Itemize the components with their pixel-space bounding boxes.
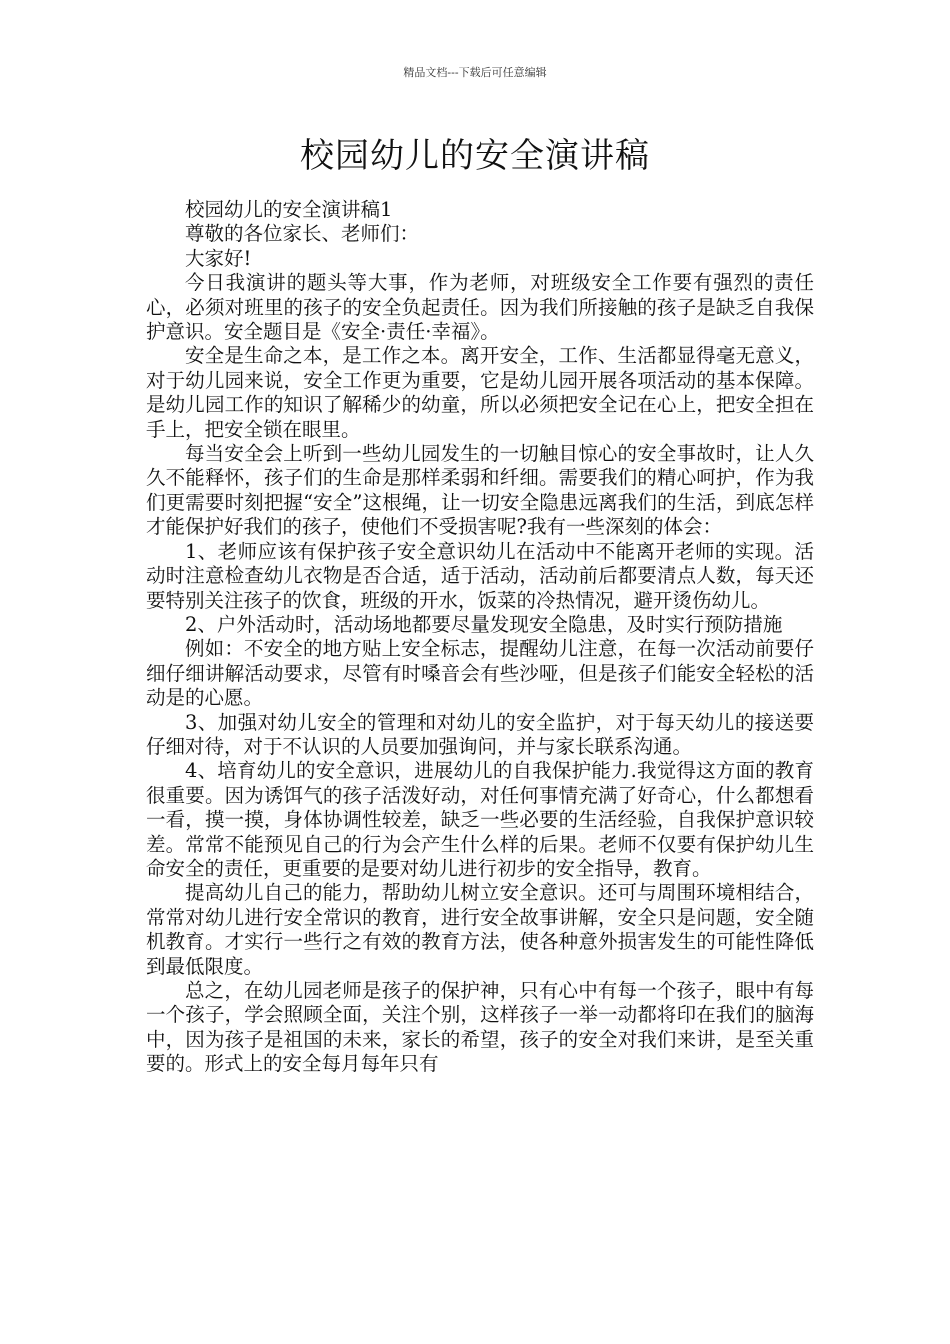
- paragraph: 2、户外活动时，活动场地都要尽量发现安全隐患，及时实行预防措施: [185, 612, 783, 636]
- paragraph: 例如：不安全的地方贴上安全标志，提醒幼儿注意，在每一次活动前要仔细仔细讲解活动要求，尽管有时嗓音会有些沙哑，但是孩子们能安全轻松的活动是的心愿。: [146, 637, 814, 710]
- paragraph-greeting: 大家好!: [185, 246, 252, 270]
- paragraph: 总之，在幼儿园老师是孩子的保护神，只有心中有每一个孩子，眼中有每一个孩子，学会照顾全面，关注个别，这样孩子一举一动都将印在我们的脑海中，因为孩子是祖国的未来，家长的希望，孩子的安全对我们来讲，是至关重要的。形式上的安全每月每年只有: [146, 979, 814, 1076]
- paragraph: 今日我演讲的题头等大事，作为老师，对班级安全工作要有强烈的责任心，必须对班里的孩子的安全负起责任。因为我们所接触的孩子是缺乏自我保护意识。安全题目是《安全·责任·幸福》。: [146, 271, 814, 344]
- paragraph: 每当安全会上听到一些幼儿园发生的一切触目惊心的安全事故时，让人久久不能释怀，孩子们的生命是那样柔弱和纤细。需要我们的精心呵护，作为我们更需要时刻把握“安全”这根绳，让一切安全隐患远离我们的生活，到底怎样才能保护好我们的孩子，使他们不受损害呢?我有一些深刻的体会：: [146, 442, 814, 539]
- paragraph: 1、老师应该有保护孩子安全意识幼儿在活动中不能离开老师的实现。活动时注意检查幼儿衣物是否合适，适于活动，活动前后都要清点人数，每天还要特别关注孩子的饮食，班级的开水，饭菜的冷热情况，避开烫伤幼儿。: [146, 539, 814, 612]
- paragraph-subtitle: 校园幼儿的安全演讲稿1: [185, 198, 393, 221]
- header-note: 精品文档---下载后可任意编辑: [403, 66, 547, 79]
- document-title: 校园幼儿的安全演讲稿: [300, 136, 650, 176]
- document-body: [146, 198, 814, 1077]
- paragraph: 4、培育幼儿的安全意识，进展幼儿的自我保护能力.我觉得这方面的教育很重要。因为诱饵气的孩子活泼好动，对任何事情充满了好奇心，什么都想看一看，摸一摸，身体协调性较差，缺乏一些必要的生活经验，自我保护意识较差。常常不能预见自己的行为会产生什么样的后果。老师不仅要有保护幼儿生命安全的责任，更重要的是要对幼儿进行初步的安全指导，教育。: [146, 759, 814, 880]
- paragraph-salutation: 尊敬的各位家长、老师们：: [185, 222, 420, 246]
- paragraph: 3、加强对幼儿安全的管理和对幼儿的安全监护，对于每天幼儿的接送要仔细对待，对于不认识的人员要加强询问，并与家长联系沟通。: [146, 710, 814, 758]
- paragraph: 提高幼儿自己的能力，帮助幼儿树立安全意识。还可与周围环境相结合，常常对幼儿进行安全常识的教育，进行安全故事讲解，安全只是问题，安全随机教育。才实行一些行之有效的教育方法，使各种意外损害发生的可能性降低到最低限度。: [146, 881, 814, 978]
- paragraph: 安全是生命之本，是工作之本。离开安全，工作、生活都显得毫无意义，对于幼儿园来说，安全工作更为重要，它是幼儿园开展各项活动的基本保障。是幼儿园工作的知识了解稀少的幼童，所以必须把安全记在心上，把安全担在手上，把安全锁在眼里。: [146, 344, 814, 441]
